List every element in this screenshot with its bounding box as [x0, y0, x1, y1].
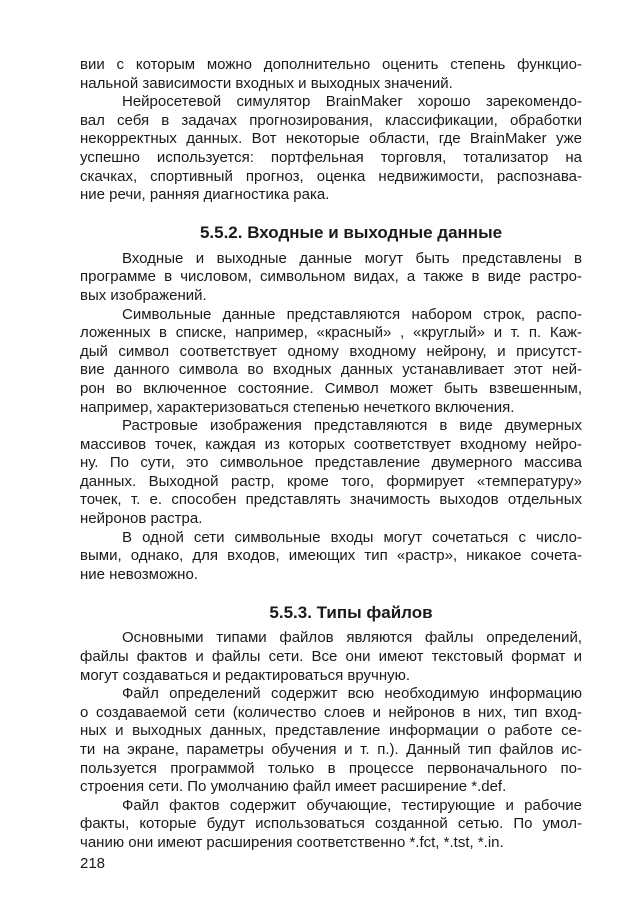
- text-line: о создаваемой сети (количество слоев и нейронов в них, тип вход-: [80, 703, 582, 721]
- text-line: строения сети. По умолчанию файл имеет расширение *.def.: [80, 778, 507, 796]
- text-line: вии с которым можно дополнительно оценить степень функцио-: [80, 56, 582, 73]
- text-line: вие данного символа во входных данных устанавливает этот ней-: [80, 361, 582, 379]
- section-heading: 5.5.2. Входные и выходные данные: [199, 222, 503, 242]
- page-body: [80, 56, 582, 853]
- paragraph: [80, 417, 582, 529]
- text-line: ти на экране, параметры обучения и т. п.). Данный тип файлов ис-: [80, 741, 582, 758]
- page-number: 218: [80, 855, 106, 872]
- text-line: успешно используется: портфельная торговля, тотализатор на: [80, 148, 582, 166]
- paragraph: [80, 93, 582, 205]
- text-line: факты, которые будут использоваться созданной сетью. По умол-: [80, 815, 582, 833]
- text-line: ние невозможно.: [80, 565, 198, 583]
- paragraph: [80, 529, 582, 585]
- section-heading: 5.5.3. Типы файлов: [269, 603, 433, 623]
- text-line: Нейросетевой симулятор BrainMaker хорошо зарекомендо-: [122, 93, 582, 111]
- text-line: вых изображений.: [80, 286, 207, 304]
- text-line: пользуется программой только в процессе первоначального по-: [80, 759, 582, 777]
- text-line: массивов точек, каждая из которых соответствует входному нейро-: [80, 435, 582, 453]
- text-line: Входные и выходные данные могут быть представлены в: [122, 249, 582, 267]
- paragraph: [80, 797, 582, 853]
- text-line: могут создаваться и редактироваться вручную.: [80, 666, 411, 684]
- paragraph: [80, 56, 582, 93]
- text-line: дый символ соответствует одному входному нейрону, и присутст-: [80, 342, 582, 360]
- text-line: точек, т. е. способен представлять значимость выходов отдельных: [80, 491, 582, 509]
- text-line: нейронов растра.: [80, 510, 203, 528]
- text-line: вал себя в задачах прогнозирования, классификации, обработки: [80, 111, 582, 129]
- text-line: ние речи, ранняя диагностика рака.: [80, 186, 330, 204]
- text-line: Растровые изображения представляются в виде двумерных: [122, 417, 582, 435]
- text-line: В одной сети символьные входы могут сочетаться с число-: [122, 528, 582, 546]
- text-line: Символьные данные представляются набором строк, распо-: [122, 305, 582, 323]
- text-line: ложенных в списке, например, «красный» , «круглый» и т. п. Каж-: [80, 324, 582, 342]
- text-line: например, характеризоваться степенью нечеткого включения.: [80, 398, 515, 416]
- text-line: данных. Выходной растр, кроме того, формирует «температуру»: [80, 472, 582, 490]
- text-line: нальной зависимости входных и выходных значений.: [80, 74, 453, 92]
- paragraph: [80, 685, 582, 797]
- text-line: чанию они имеют расширения соответственно *.fct, *.tst, *.in.: [80, 833, 504, 851]
- text-line: некорректных данных. Вот некоторые области, где BrainMaker уже: [80, 130, 582, 148]
- text-line: скачках, спортивный прогноз, оценка недвижимости, распознава-: [80, 167, 582, 185]
- text-line: ных и выходных данных, представление информации о работе се-: [80, 722, 582, 740]
- paragraph: [80, 306, 582, 418]
- text-line: выми, однако, для входов, имеющих тип «растр», никакое сочета-: [80, 547, 582, 565]
- text-line: рон во включенное состояние. Символ может быть взвешенным,: [80, 379, 582, 397]
- text-line: Файл определений содержит всю необходимую информацию: [122, 685, 582, 703]
- text-line: Основными типами файлов являются файлы определений,: [122, 629, 582, 647]
- text-line: ну. По сути, это символьное представление двумерного массива: [80, 454, 582, 472]
- text-line: файлы фактов и файлы сети. Все они имеют текстовый формат и: [80, 648, 582, 666]
- text-line: программе в числовом, символьном видах, а также в виде растро-: [80, 268, 582, 286]
- text-line: Файл фактов содержит обучающие, тестирующие и рабочие: [122, 796, 582, 814]
- paragraph: [80, 629, 582, 685]
- paragraph: [80, 250, 582, 306]
